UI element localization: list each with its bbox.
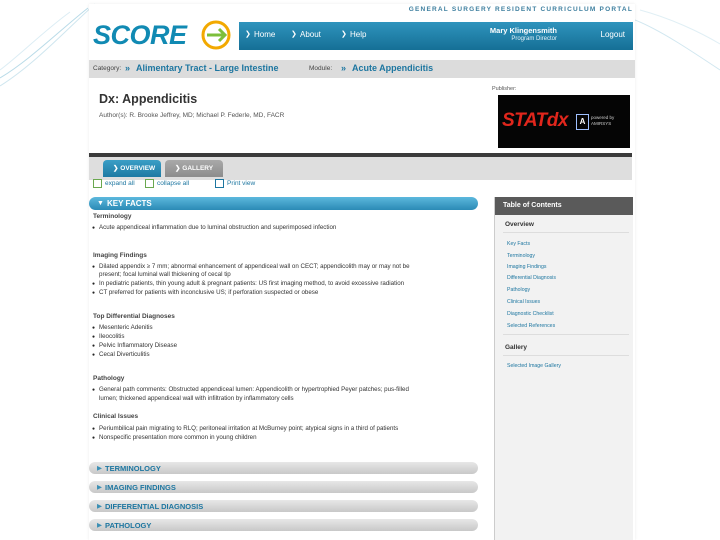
powered-by-text: powered by AMIRSYS bbox=[591, 115, 615, 126]
double-chevron-icon: » bbox=[341, 63, 347, 73]
logo-text: SCORE bbox=[93, 20, 187, 50]
category-value[interactable]: Alimentary Tract - Large Intestine bbox=[136, 63, 279, 73]
module-value[interactable]: Acute Appendicitis bbox=[352, 63, 434, 73]
user-name: Mary Klingensmith bbox=[489, 26, 557, 35]
expand-icon bbox=[93, 179, 102, 188]
nav-help[interactable]: Help bbox=[350, 30, 367, 39]
double-chevron-icon: » bbox=[125, 63, 131, 73]
section-terminology[interactable] bbox=[89, 462, 478, 474]
portal-page bbox=[89, 4, 635, 540]
toc-link-differential-diagnosis[interactable]: Differential Diagnosis bbox=[507, 275, 556, 281]
toc-link-clinical-issues[interactable]: Clinical Issues bbox=[507, 299, 541, 305]
toc-overview-label: Overview bbox=[505, 221, 534, 228]
publisher-logo[interactable] bbox=[498, 95, 630, 148]
collapse-all-label: collapse all bbox=[157, 180, 190, 188]
section-label: IMAGING FINDINGS bbox=[105, 483, 176, 492]
swirl-icon bbox=[199, 18, 233, 52]
module-label: Module: bbox=[309, 65, 333, 72]
authors: Author(s): R. Brooke Jeffrey, MD; Michael P. Federle, MD, FACR bbox=[99, 112, 285, 119]
section-imaging-findings[interactable] bbox=[89, 481, 478, 493]
ddx-heading: Top Differential Diagnoses bbox=[93, 313, 175, 320]
amirsys-icon: A bbox=[576, 114, 589, 130]
clinical-heading: Clinical Issues bbox=[93, 413, 139, 420]
category-label: Category: bbox=[93, 65, 122, 72]
list-item: ● Pelvic Inflammatory Disease bbox=[99, 342, 177, 349]
score-logo[interactable] bbox=[93, 20, 235, 50]
tab-overview-label: OVERVIEW bbox=[120, 165, 156, 172]
tab-gallery[interactable]: ❯ GALLERY bbox=[165, 160, 223, 177]
print-view-button[interactable] bbox=[215, 179, 255, 191]
collapse-icon bbox=[145, 179, 154, 188]
list-item-cont: lumen; thickened appendiceal wall with infiltration by inflammatory cells bbox=[99, 395, 294, 402]
table-of-contents bbox=[494, 197, 633, 540]
toc-link-key-facts[interactable]: Key Facts bbox=[507, 241, 531, 247]
toc-link-diagnostic-checklist[interactable]: Diagnostic Checklist bbox=[507, 311, 554, 317]
chevron-right-icon: ❯ bbox=[245, 31, 251, 38]
logout-link[interactable]: Logout bbox=[600, 30, 625, 39]
section-label: PATHOLOGY bbox=[105, 521, 152, 530]
pathology-heading: Pathology bbox=[93, 375, 125, 382]
tab-overview[interactable]: ❯ OVERVIEW bbox=[103, 160, 161, 177]
list-item-cont: present; focal luminal wall thickening of cecal tip bbox=[99, 271, 231, 278]
key-facts-label: KEY FACTS bbox=[107, 199, 152, 208]
list-item: ● Acute appendiceal inflammation due to luminal obstruction and superimposed infection bbox=[99, 224, 336, 231]
page-title: Dx: Appendicitis bbox=[99, 92, 198, 106]
toc-link-imaging-findings[interactable]: Imaging Findings bbox=[507, 264, 547, 270]
nav-about[interactable]: About bbox=[300, 30, 321, 39]
print-view-label: Print view bbox=[227, 180, 256, 188]
divider bbox=[503, 334, 629, 335]
triangle-right-icon: ▶ bbox=[97, 503, 102, 510]
triangle-right-icon: ▶ bbox=[97, 465, 102, 472]
section-differential-diagnosis[interactable] bbox=[89, 500, 478, 512]
triangle-down-icon: ▼ bbox=[97, 200, 104, 207]
user-role: Program Director bbox=[511, 36, 557, 42]
collapse-all-button[interactable] bbox=[145, 179, 189, 191]
publisher-label: Publisher: bbox=[492, 86, 517, 92]
portal-title: GENERAL SURGERY RESIDENT CURRICULUM PORTAL bbox=[408, 6, 633, 13]
list-item: ● Dilated appendix ≥ 7 mm; abnormal enhancement of appendiceal wall on CECT; appendicolith may or may not be bbox=[99, 263, 410, 270]
toc-link-terminology[interactable]: Terminology bbox=[507, 253, 535, 259]
list-item: ● Ileocolitis bbox=[99, 333, 124, 340]
list-item: ● In pediatric patients, thin young adult & pregnant patients: US first imaging method, to avoid excessive radiation bbox=[99, 280, 404, 287]
list-item: ● Mesenteric Adenitis bbox=[99, 324, 153, 331]
chevron-right-icon: ❯ bbox=[341, 31, 347, 38]
divider bbox=[503, 232, 629, 233]
divider bbox=[503, 355, 629, 356]
triangle-right-icon: ▶ bbox=[97, 522, 102, 529]
chevron-right-icon: ❯ bbox=[291, 31, 297, 38]
category-bar bbox=[89, 60, 635, 78]
nav-home[interactable]: Home bbox=[254, 30, 276, 39]
list-item: ● Cecal Diverticulitis bbox=[99, 351, 150, 358]
toc-link-selected-image-gallery[interactable]: Selected Image Gallery bbox=[507, 363, 561, 369]
header bbox=[89, 13, 635, 50]
toc-gallery-label: Gallery bbox=[505, 344, 528, 351]
toc-link-pathology[interactable]: Pathology bbox=[507, 287, 531, 293]
list-item: ● CT preferred for patients with inconclusive US; if perforation suspected or obese bbox=[99, 289, 318, 296]
tab-gallery-label: GALLERY bbox=[182, 165, 214, 172]
list-item: ● Nonspecific presentation more common in young children bbox=[99, 434, 257, 441]
section-pathology[interactable] bbox=[89, 519, 478, 531]
tab-bar bbox=[89, 153, 632, 180]
section-label: DIFFERENTIAL DIAGNOSIS bbox=[105, 502, 204, 511]
list-item: ● Periumbilical pain migrating to RLQ; peritoneal irritation at McBurney point; atypical signs in a third of patients bbox=[99, 425, 398, 432]
toc-link-selected-references[interactable]: Selected References bbox=[507, 323, 556, 329]
list-item: ● General path comments: Obstructed appendiceal lumen: Appendicolith or hypertrophied Peyer patches; pus-filled bbox=[99, 386, 409, 393]
imaging-heading: Imaging Findings bbox=[93, 252, 147, 259]
expand-all-button[interactable] bbox=[93, 179, 135, 191]
nav-bar bbox=[239, 22, 633, 50]
terminology-heading: Terminology bbox=[93, 213, 132, 220]
expand-all-label: expand all bbox=[105, 180, 135, 188]
toc-title: Table of Contents bbox=[495, 197, 633, 215]
statdx-logo: STATdx bbox=[502, 110, 568, 131]
triangle-right-icon: ▶ bbox=[97, 484, 102, 491]
section-label: TERMINOLOGY bbox=[105, 464, 161, 473]
print-icon bbox=[215, 179, 224, 188]
key-facts-bar[interactable] bbox=[89, 197, 478, 210]
